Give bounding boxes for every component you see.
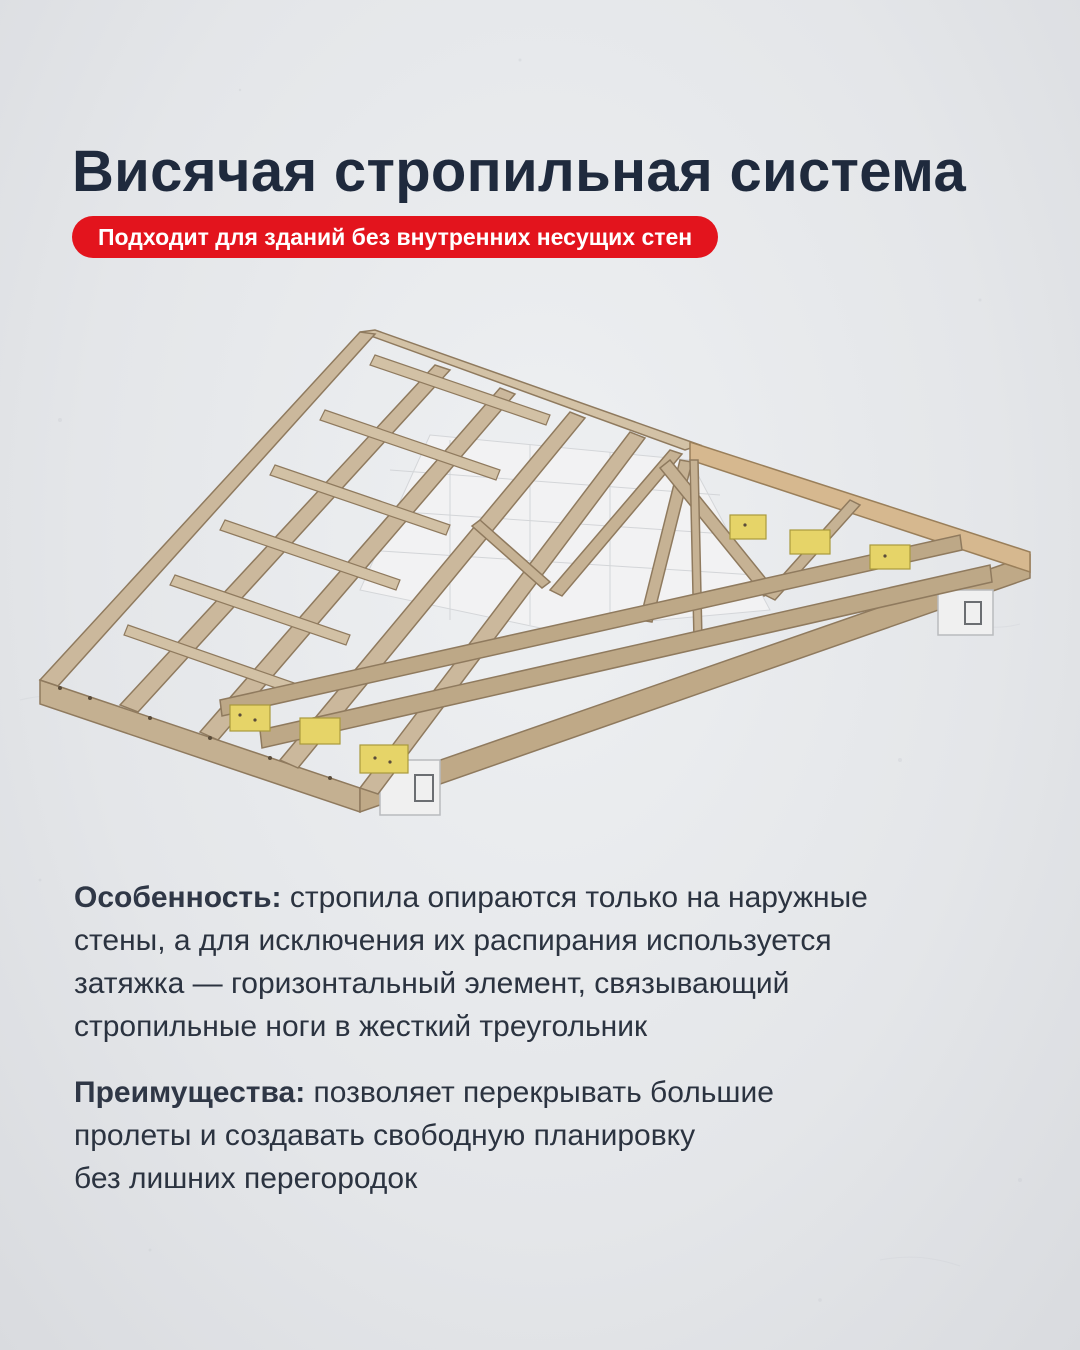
features-line-2: стены, а для исключения их распирания используется bbox=[74, 924, 832, 957]
advantages-line-2: пролеты и создавать свободную планировку bbox=[74, 1119, 696, 1152]
advantages-paragraph bbox=[74, 1071, 1014, 1200]
features-line-4: стропильные ноги в жесткий треугольник bbox=[74, 1010, 648, 1043]
features-text: стропила опираются только на наружные bbox=[281, 881, 868, 914]
roof-truss-illustration bbox=[30, 320, 1050, 840]
advantages-text: позволяет перекрывать большие bbox=[305, 1076, 774, 1109]
page-title: Висячая стропильная система bbox=[72, 139, 967, 204]
advantages-line-1 bbox=[74, 1071, 1014, 1114]
features-paragraph bbox=[74, 876, 1014, 1048]
advantages-lead: Преимущества: bbox=[74, 1076, 306, 1109]
subtitle-badge: Подходит для зданий без внутренних несущих стен bbox=[72, 216, 718, 258]
features-line-3: затяжка — горизонтальный элемент, связывающий bbox=[74, 967, 790, 1000]
advantages-line-3: без лишних перегородок bbox=[74, 1162, 418, 1195]
features-line-1 bbox=[74, 876, 1014, 919]
features-lead: Особенность: bbox=[74, 881, 282, 914]
